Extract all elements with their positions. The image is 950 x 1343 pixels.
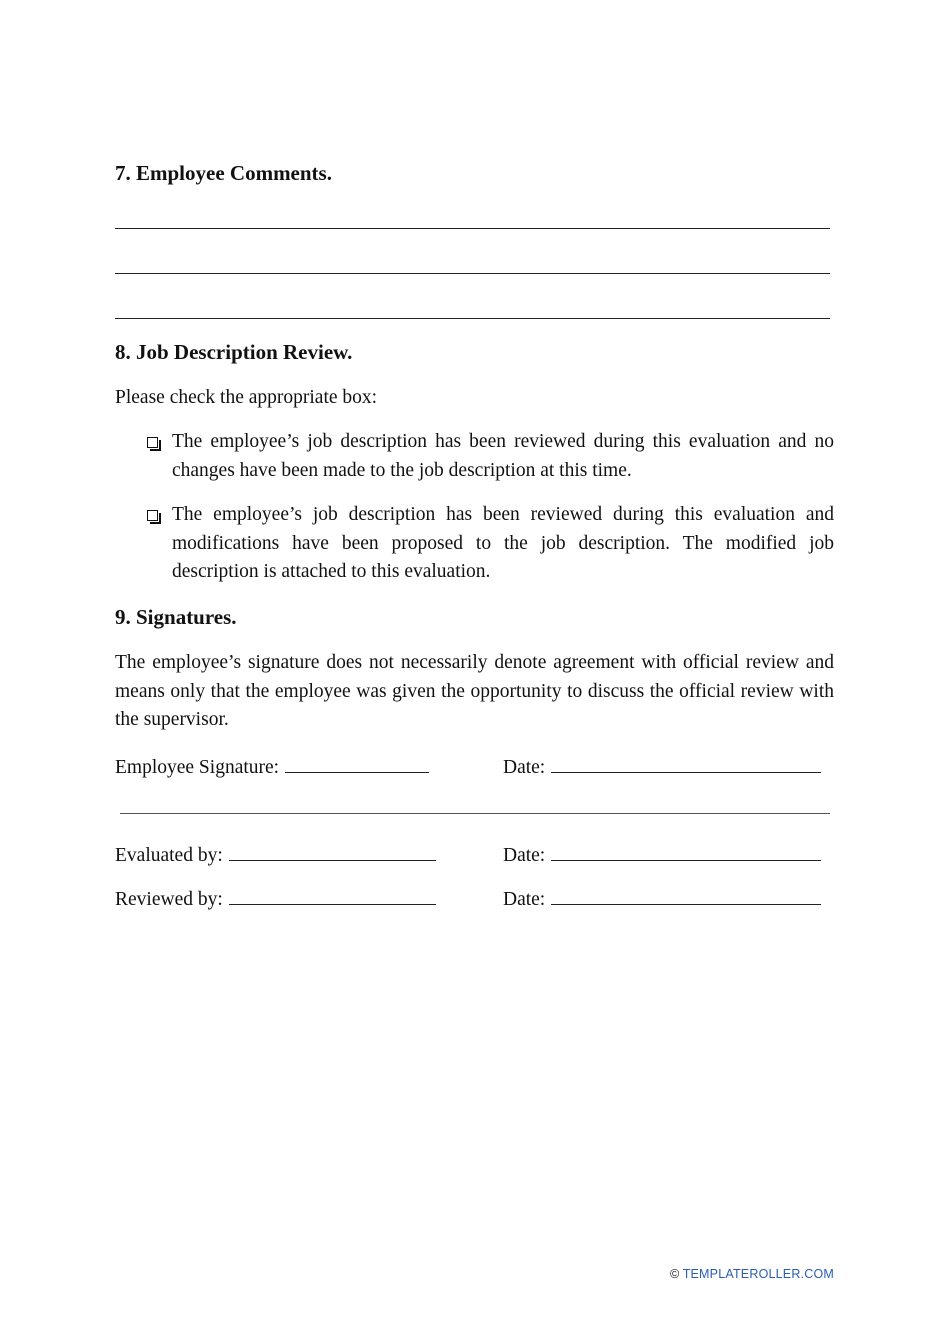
evaluated-by-field[interactable] <box>229 841 436 861</box>
reviewed-date-field[interactable] <box>551 885 821 905</box>
reviewed-date-label: Date: <box>503 889 546 910</box>
signatures-note: The employee’s signature does not necessarily denote agreement with official review and means only that the employee was given the opportunity to discuss the official review with the supervisor. <box>115 652 834 731</box>
evaluated-by-row <box>115 841 436 868</box>
reviewed-by-row <box>115 885 436 912</box>
reviewed-date-row <box>503 885 821 912</box>
reviewed-by-label: Reviewed by: <box>115 889 223 910</box>
evaluated-date-row <box>503 841 821 868</box>
section-heading-job-description-review: 8. Job Description Review. <box>115 340 353 364</box>
employee-date-field[interactable] <box>551 753 821 773</box>
option-modifications-text: The employee’s job description has been reviewed during this evaluation and modifications have been proposed to the job description. The modified job description is attached to this evaluation. <box>172 504 834 583</box>
footer-watermark <box>670 1266 834 1282</box>
checkbox-icon <box>147 437 158 448</box>
section-heading-employee-comments: 7. Employee Comments. <box>115 161 332 185</box>
evaluated-by-label: Evaluated by: <box>115 845 223 866</box>
employee-signature-row <box>115 753 429 780</box>
checkbox-modifications[interactable] <box>146 501 172 529</box>
employee-signature-label: Employee Signature: <box>115 757 280 778</box>
job-review-option-no-changes[interactable] <box>146 428 834 485</box>
signature-separator-line <box>120 813 830 814</box>
copyright-symbol: © <box>669 1267 680 1281</box>
option-no-changes-text: The employee’s job description has been reviewed during this evaluation and no changes have been made to the job description at this time. <box>172 431 834 481</box>
job-review-option-modifications[interactable] <box>146 501 834 587</box>
employee-date-label: Date: <box>503 757 546 778</box>
evaluated-date-field[interactable] <box>551 841 821 861</box>
job-review-instruction: Please check the appropriate box: <box>115 387 378 408</box>
section-heading-signatures: 9. Signatures. <box>115 605 237 629</box>
comments-line-3[interactable] <box>115 318 830 319</box>
checkbox-no-changes[interactable] <box>146 428 172 456</box>
employee-date-row <box>503 753 821 780</box>
checkbox-icon <box>147 510 158 521</box>
footer-site-link[interactable]: TEMPLATEROLLER.COM <box>682 1267 834 1281</box>
reviewed-by-field[interactable] <box>229 885 436 905</box>
comments-line-1[interactable] <box>115 228 830 229</box>
employee-signature-field[interactable] <box>285 753 429 773</box>
comments-line-2[interactable] <box>115 273 830 274</box>
evaluated-date-label: Date: <box>503 845 546 866</box>
